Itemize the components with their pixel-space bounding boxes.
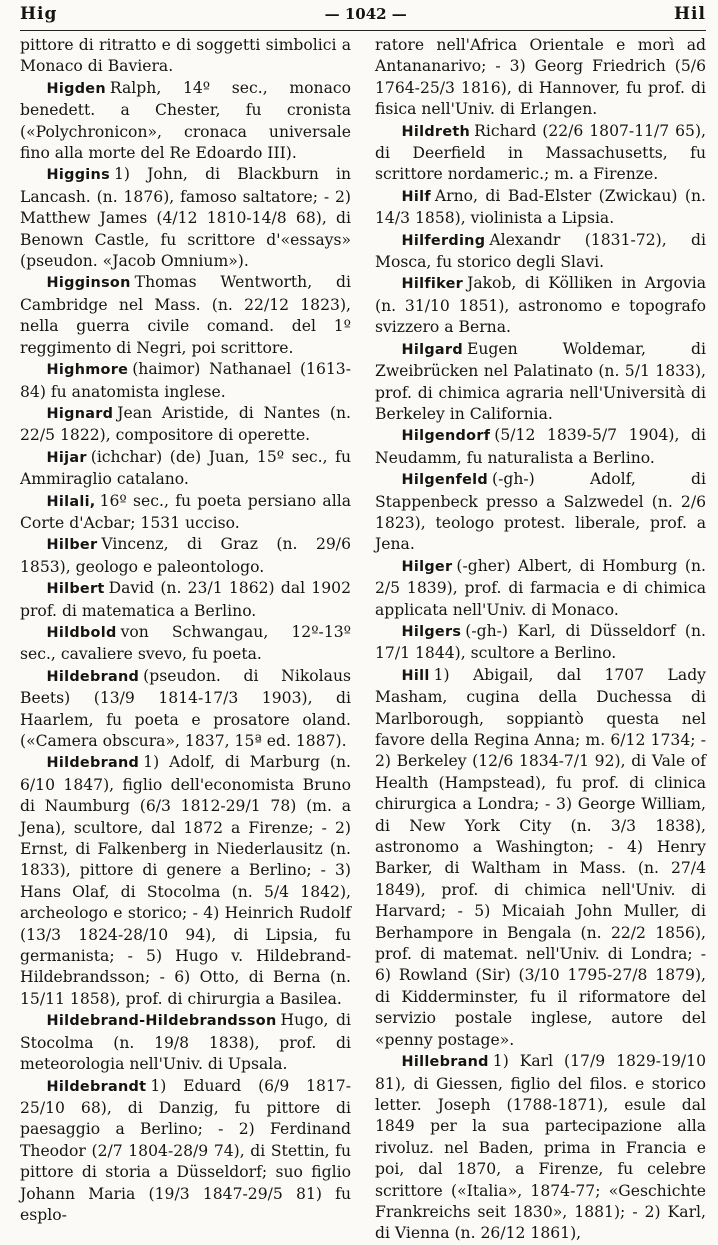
entry-headword: Hilgers <box>401 623 462 640</box>
dictionary-entry <box>20 403 351 447</box>
entry-text: (-gher) Albert, di Homburg (n. 2/5 1839), prof. di farmacia e di chimica applicata nell'Univ. di Monaco. <box>375 556 706 619</box>
entry-text: 1) John, di Blackburn in Lancash. (n. 1876), famoso saltatore; - 2) Matthew James (4/12 1810-14/8 68), di Benown Castle, fu scrittore d'«essays» (pseudon. «Jacob Omnium»). <box>20 165 351 271</box>
entry-headword: Hildbold <box>46 624 117 641</box>
entry-text: Alexandr (1831-72), di Mosca, fu storico degli Slavi. <box>375 230 706 272</box>
entry-text: Richard (22/6 1807-11/7 65), di Deerfield in Massachusetts, fu scrittore nordameric.; m. a Firenze. <box>375 121 706 184</box>
page-header <box>20 4 706 30</box>
dictionary-entry <box>20 447 351 491</box>
dictionary-entry <box>375 186 706 230</box>
dictionary-entry <box>375 35 706 121</box>
dictionary-entry <box>20 164 351 272</box>
entry-text: 1) Karl (17/9 1829-19/10 81), di Giessen, figlio del filos. e storico letter. Joseph (1788-1871), esule dal 1849 per la sua partecipazione alla rivoluz. nel Baden, prima in Francia e poi, dal 1870, a Firenze, fu celebre scrittore («Italia», 1874-77; «Geschichte Frankreichs seit 1830», 1881); - 2) Karl, di Vienna (n. 26/12 1861), <box>375 1052 706 1243</box>
entry-text: 1) Abigail, dal 1707 Lady Masham, cugina della Duchessa di Marlborough, soppiantò questa nel favore della Regina Anna; m. 6/12 1734; - 2) Berkeley (12/6 1834-7/1 92), di Vale of Health (Hampstead), fu prof. di clinica chirurgica a Londra; - 3) George William, di New York City (n. 3/3 1838), astronomo a Washington; - 4) Henry Barker, di Waltham in Mass. (n. 27/4 1849), prof. di chimica nell'Univ. di Harvard; - 5) Micaiah John Muller, di Berhampore in Bengala (n. 22/2 1856), prof. di matemat. nell'Univ. di Londra; - 6) Rowland (Sir) (3/10 1795-27/8 1879), di Kidderminster, fu il riformatore del servizio postale inglese, autore del «penny postage». <box>375 665 706 1049</box>
entry-text: David (n. 23/1 1862) dal 1902 prof. di matematica a Berlino. <box>20 579 351 620</box>
entry-headword: Hilger <box>401 558 453 575</box>
dictionary-entry <box>375 621 706 665</box>
entry-text: 16º sec., fu poeta persiano alla Corte d'Acbar; 1531 ucciso. <box>20 491 351 532</box>
entry-text: (haimor) Nathanael (1613-84) fu anatomista inglese. <box>20 360 351 401</box>
dictionary-entry <box>375 665 706 1051</box>
dictionary-entry <box>375 121 706 186</box>
entry-headword: Hildebrandt <box>46 1078 147 1095</box>
entry-headword: Hilali, <box>46 493 96 510</box>
dictionary-entry <box>20 666 351 753</box>
dictionary-entry <box>375 230 706 274</box>
entry-text: ratore nell'Africa Orientale e morì ad Antananarivo; - 3) Georg Friedrich (5/6 1764-25/3 1816), di Hannover, fu prof. di fisica nell'Univ. di Erlangen. <box>375 36 706 119</box>
entry-text: Arno, di Bad-Elster (Zwickau) (n. 14/3 1858), violinista a Lipsia. <box>375 186 706 228</box>
entry-text: von Schwangau, 12º-13º sec., cavaliere svevo, fu poeta. <box>20 622 351 664</box>
text-columns <box>20 35 706 1245</box>
dictionary-entry <box>20 359 351 403</box>
entry-text: 1) Eduard (6/9 1817-25/10 68), di Danzig, fu pittore di paesaggio a Berlino; - 2) Ferdinand Theodor (2/7 1804-28/9 74), di Stettin, fu pittore di storia a Düsseldorf; suo figlio Johann Maria (19/3 1847-29/5 81) fu esplo- <box>20 1076 351 1224</box>
entry-headword: Hignard <box>46 405 114 422</box>
dictionary-entry <box>375 339 706 426</box>
page-number: — 1042 — <box>324 5 407 23</box>
dictionary-entry <box>20 1010 351 1075</box>
entry-headword: Hilgard <box>401 341 463 358</box>
entry-text: Hugo, di Stocolma (n. 19/8 1838), prof. di meteorologia nell'Univ. di Upsala. <box>20 1011 351 1074</box>
right-column <box>375 35 706 1245</box>
entry-text: pittore di ritratto e di soggetti simbolici a Monaco di Baviera. <box>20 36 351 76</box>
entry-text: 1) Adolf, di Marburg (n. 6/10 1847), figlio dell'economista Bruno di Naumburg (6/3 1812-29/1 78) (m. a Jena), scultore, dal 1872 a Firenze; - 2) Ernst, di Falkenberg in Niederlausitz (n. 1833), pittore di genere a Berlino; - 3) Hans Olaf, di Stocolma (n. 5/4 1842), archeologo e storico; - 4) Heinrich Rudolf (13/3 1824-28/10 94), di Lipsia, fu germanista; - 5) Hugo v. Hildebrand-Hildebrandsson; - 6) Otto, di Berna (n. 15/11 1858), prof. di chirurgia a Basilea. <box>20 753 351 1008</box>
dictionary-entry <box>375 1051 706 1245</box>
dictionary-entry <box>20 578 351 622</box>
entry-headword: Hildebrand <box>46 668 140 685</box>
dictionary-entry <box>20 272 351 359</box>
entry-headword: Higgins <box>46 167 110 184</box>
entry-headword: Hilf <box>401 188 431 205</box>
entry-headword: Higden <box>46 80 106 97</box>
header-rule <box>20 30 706 31</box>
running-head-left: Hig <box>20 4 58 24</box>
dictionary-entry <box>20 752 351 1010</box>
entry-headword: Hilgendorf <box>401 428 491 445</box>
entry-headword: Hill <box>401 667 430 684</box>
entry-text: (5/12 1839-5/7 1904), di Neudamm, fu naturalista a Berlino. <box>375 426 706 467</box>
entry-text: (ichchar) (de) Juan, 15º sec., fu Ammiraglio catalano. <box>20 447 351 489</box>
dictionary-entry <box>20 78 351 165</box>
dictionary-entry <box>375 425 706 469</box>
entry-text: Vincenz, di Graz (n. 29/6 1853), geologo e paleontologo. <box>20 535 351 576</box>
dictionary-entry <box>20 534 351 578</box>
dictionary-entry <box>20 1076 351 1227</box>
running-head-right: Hil <box>674 4 706 24</box>
dictionary-entry <box>375 273 706 338</box>
entry-text: Jean Aristide, di Nantes (n. 22/5 1822), compositore di operette. <box>20 403 351 445</box>
entry-text: Ralph, 14º sec., monaco benedett. a Chester, fu cronista («Polychronicon», cronaca universale fino alla morte del Re Edoardo III). <box>20 78 351 163</box>
entry-text: (-gh-) Karl, di Düsseldorf (n. 17/1 1844), scultore a Berlino. <box>375 621 706 663</box>
dictionary-entry <box>375 469 706 556</box>
dictionary-entry <box>375 556 706 621</box>
dictionary-entry <box>20 491 351 535</box>
dictionary-entry <box>20 35 351 78</box>
entry-headword: Hillebrand <box>401 1054 489 1071</box>
entry-headword: Hilgenfeld <box>401 472 488 489</box>
entry-text: Jakob, di Kölliken in Argovia (n. 31/10 1851), astronomo e topografo svizzero a Berna. <box>375 274 706 337</box>
entry-headword: Hildreth <box>401 123 471 140</box>
entry-headword: Higginson <box>46 275 131 292</box>
entry-text: (pseudon. di Nikolaus Beets) (13/9 1814-17/3 1903), di Haarlem, fu poeta e prosatore oland. («Camera obscura», 1837, 15ª ed. 1887). <box>20 666 351 750</box>
entry-headword: Hildebrand-Hildebrandsson <box>46 1013 277 1030</box>
entry-text: Eugen Woldemar, di Zweibrücken nel Palatinato (n. 5/1 1833), prof. di chimica agraria nell'Università di Berkeley in California. <box>375 339 706 423</box>
entry-headword: Hilbert <box>46 581 105 598</box>
entry-headword: Hijar <box>46 449 87 466</box>
left-column <box>20 35 351 1245</box>
entry-headword: Hilber <box>46 537 98 554</box>
entry-headword: Highmore <box>46 362 129 379</box>
dictionary-entry <box>20 622 351 666</box>
entry-text: Thomas Wentworth, di Cambridge nel Mass. (n. 22/12 1823), nella guerra civile comand. del 1º reggimento di Negri, poi scrittore. <box>20 273 351 357</box>
entry-headword: Hildebrand <box>46 755 140 772</box>
entry-headword: Hilfiker <box>401 276 464 293</box>
entry-headword: Hilferding <box>401 232 486 249</box>
entry-text: (-gh-) Adolf, di Stappenbeck presso a Salzwedel (n. 2/6 1823), teologo protest. liberale, prof. a Jena. <box>375 470 706 554</box>
